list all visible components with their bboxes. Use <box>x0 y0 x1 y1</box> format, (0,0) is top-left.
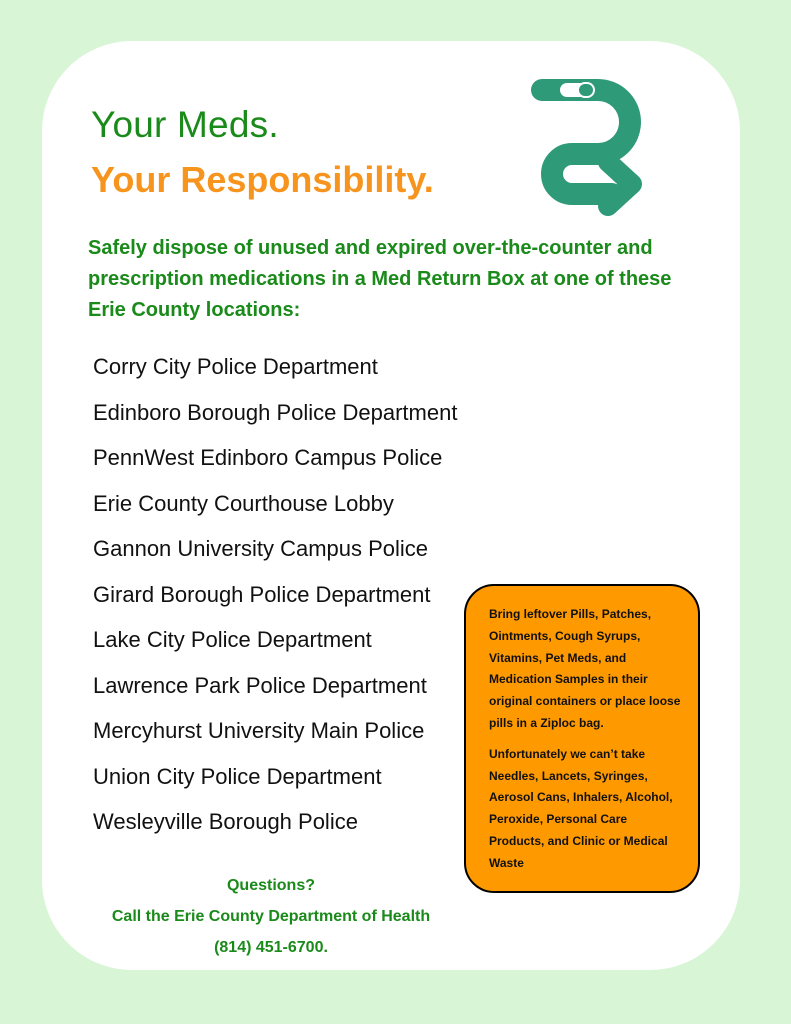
location-list <box>93 344 457 845</box>
not-accepted-items-text: Unfortunately we can’t take Needles, Lancets, Syringes, Aerosol Cans, Inhalers, Alcohol, Peroxide, Personal Care Products, and Clinic or Medical Waste <box>489 746 673 870</box>
list-item: Mercyhurst University Main Police <box>93 718 425 743</box>
list-item: Corry City Police Department <box>93 354 378 379</box>
list-item: Union City Police Department <box>93 763 382 789</box>
list-item: PennWest Edinboro Campus Police <box>93 445 443 470</box>
intro-text: Safely dispose of unused and expired over-the-counter and prescription medications in a Med Return Box at one of these Erie County locations: <box>88 237 672 321</box>
info-box <box>464 584 700 893</box>
list-item: Lake City Police Department <box>93 627 372 652</box>
list-item: Lawrence Park Police Department <box>93 672 427 698</box>
list-item: Girard Borough Police Department <box>93 581 431 607</box>
title-line-1: Your Meds. <box>91 104 279 145</box>
questions-heading: Questions? <box>226 877 315 894</box>
contact-section <box>42 870 500 963</box>
phone-number[interactable]: (814) 451-6700. <box>214 939 328 956</box>
accepted-items-text: Bring leftover Pills, Patches, Ointments, Cough Syrups, Vitamins, Pet Meds, and Medication Samples in their original containers or place loose pills in a Ziploc bag. <box>489 607 681 730</box>
title-line-2: Your Responsibility. <box>91 159 434 200</box>
pill-arrow-logo-icon <box>520 72 650 217</box>
list-item: Erie County Courthouse Lobby <box>93 490 394 516</box>
list-item: Wesleyville Borough Police <box>93 809 358 834</box>
list-item: Gannon University Campus Police <box>93 536 429 561</box>
contact-department: Call the Erie County Department of Health <box>111 908 431 925</box>
list-item: Edinboro Borough Police Department <box>93 399 458 425</box>
